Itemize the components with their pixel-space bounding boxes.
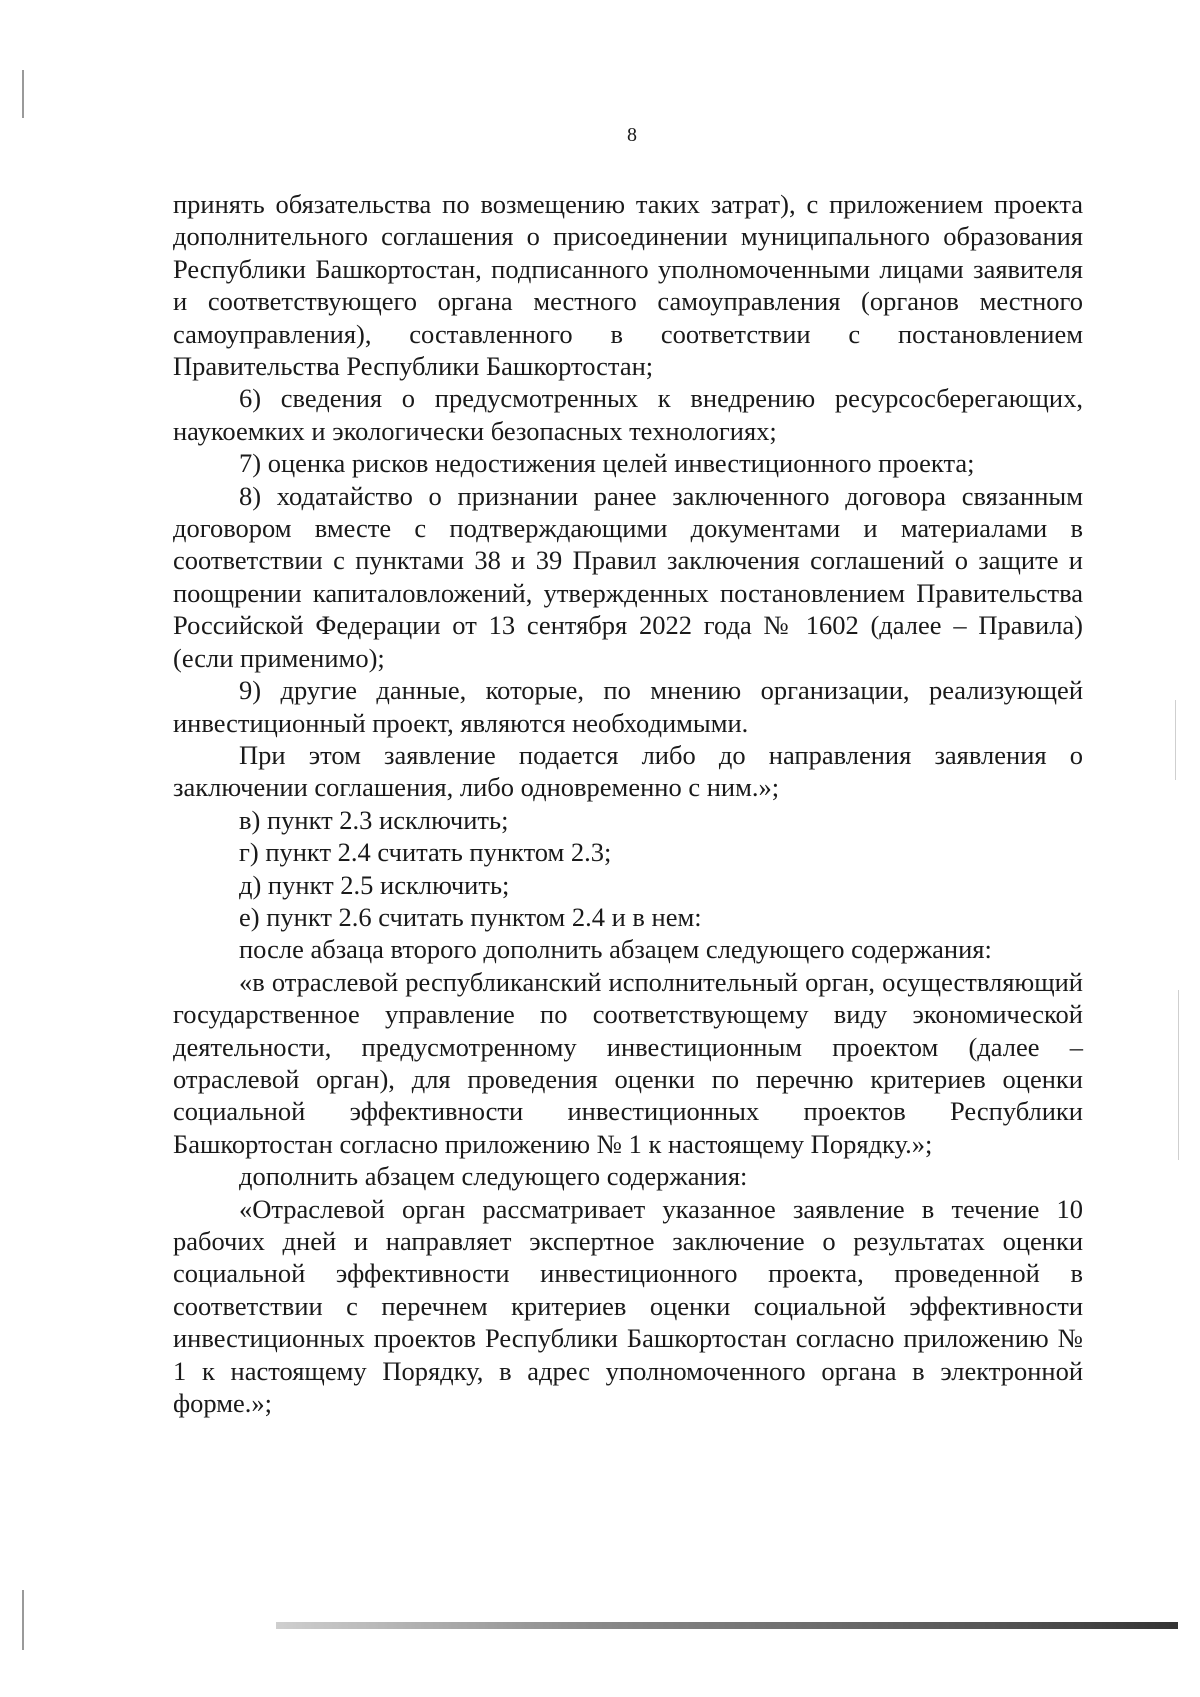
scan-bottom-bar (276, 1622, 1178, 1629)
paragraph: е) пункт 2.6 считать пунктом 2.4 и в нем: (239, 901, 702, 932)
paragraph: принять обязательства по возмещению таких затрат), с приложением проекта дополнительного соглашения о присоединении муниципального образования Республики Башкортостан, подписанного уполномоченными лицами заявителя и соответствующего органа местного самоуправления (органов местного самоуправления), составленного в соответствии с постановлением Правительства Республики Башкортостан; (173, 189, 1083, 382)
paragraph: в) пункт 2.3 исключить; (239, 804, 509, 835)
paragraph: При этом заявление подается либо до направления заявления о заключении соглашения, либо одновременно с ним.»; (173, 739, 1083, 803)
paragraph: 9) другие данные, которые, по мнению организации, реализующей инвестиционный проект, являются необходимыми. (173, 675, 1083, 738)
paragraph: после абзаца второго дополнить абзацем следующего содержания: (239, 934, 992, 965)
paragraph: г) пункт 2.4 считать пунктом 2.3; (239, 837, 612, 868)
paragraph: 8) ходатайство о признании ранее заключенного договора связанным договором вместе с подтверждающими документами и материалами в соответствии с пунктами 38 и 39 Правил заключения соглашений о защите и поощрении капиталовложений, утвержденных постановлением Правительства Российской Федерации от 13 сентября 2022 года № 1602 (далее – Правила) (если применимо); (173, 480, 1083, 673)
page-number: 8 (627, 124, 637, 146)
paragraph: «в отраслевой республиканский исполнительный орган, осуществляющий государственное управление по соответствующему виду экономической деятельности, предусмотренному инвестиционным проектом (далее – отраслевой орган), для проведения оценки по перечню критериев оценки социальной эффективности инвестиционных проектов Республики Башкортостан согласно приложению № 1 к настоящему Порядку.»; (173, 966, 1083, 1159)
scan-edge-mark (22, 1590, 24, 1650)
scan-edge-mark (1175, 700, 1176, 780)
paragraph: д) пункт 2.5 исключить; (239, 869, 510, 900)
scan-edge-mark (1178, 990, 1179, 1160)
scan-edge-mark (22, 70, 24, 118)
paragraph: дополнить абзацем следующего содержания: (239, 1161, 748, 1192)
paragraph: «Отраслевой орган рассматривает указанное заявление в течение 10 рабочих дней и направляет экспертное заключение о результатах оценки социальной эффективности инвестиционного проекта, проведенной в соответствии с перечнем критериев оценки социальной эффективности инвестиционных проектов Республики Башкортостан согласно приложению № 1 к настоящему Порядку, в адрес уполномоченного органа в электронной форме.»; (173, 1193, 1083, 1419)
paragraph: 7) оценка рисков недостижения целей инвестиционного проекта; (239, 448, 975, 479)
paragraph: 6) сведения о предусмотренных к внедрению ресурсосберегающих, наукоемких и экологически безопасных технологиях; (173, 383, 1083, 446)
document-body (173, 188, 1083, 1419)
